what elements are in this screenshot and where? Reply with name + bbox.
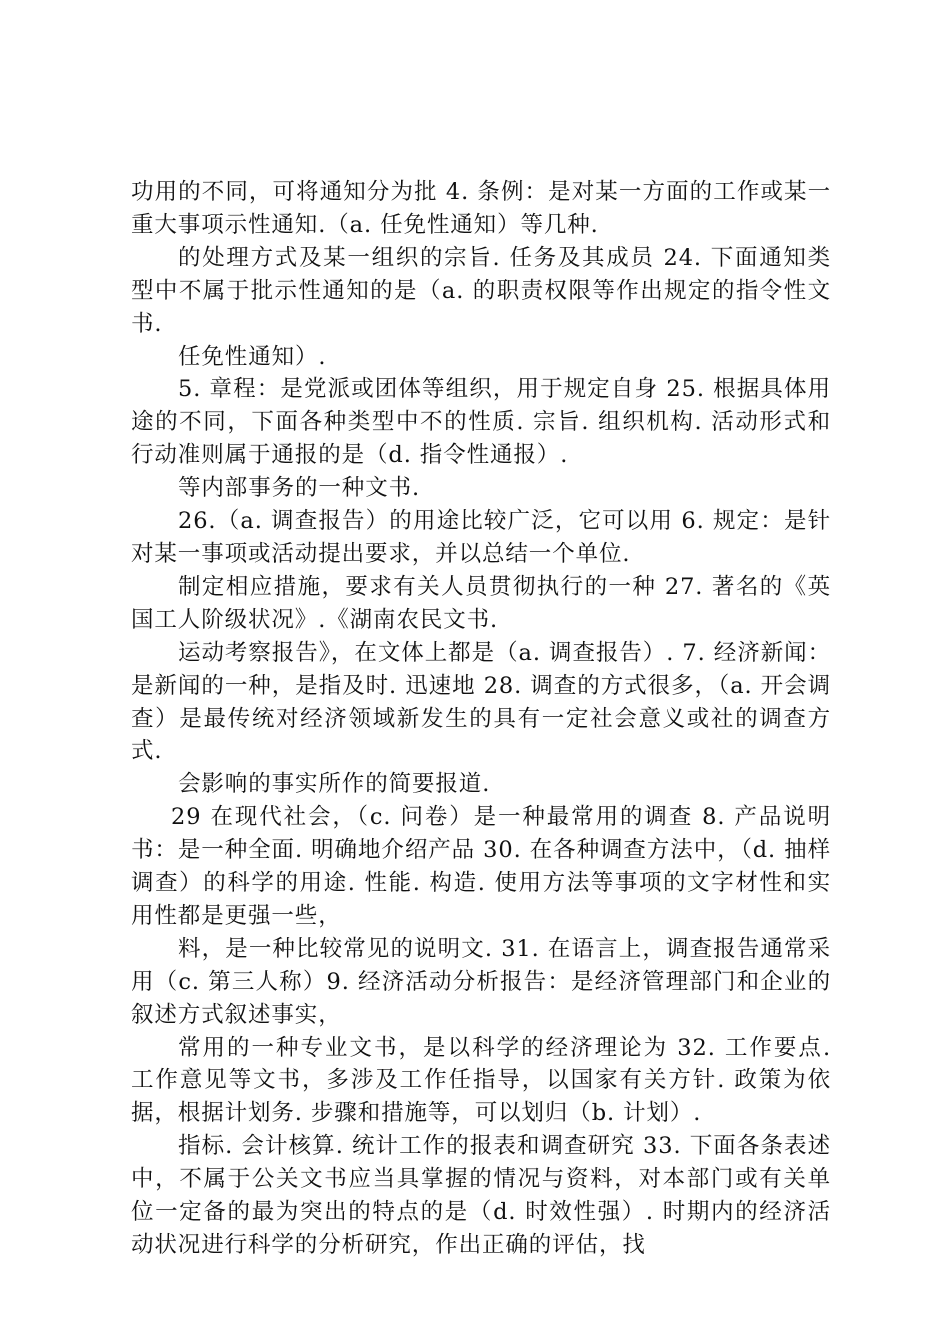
paragraph: 运动考察报告》，在文体上都是（a. 调查报告）. 7. 经济新闻：是新闻的一种，是指及时. 迅速地 28. 调查的方式很多，（a. 开会调查）是最传统对经济领域新发生的具有一定社会意义或社的调查方式.	[131, 639, 831, 765]
paragraph: 制定相应措施，要求有关人员贯彻执行的一种 27. 著名的《英国工人阶级状况》.《湖南农民文书.	[131, 573, 831, 633]
paragraph: 常用的一种专业文书，是以科学的经济理论为 32. 工作要点. 工作意见等文书，多涉及工作任指导，以国家有关方针. 政策为依据，根据计划务. 步骤和措施等，可以划归（b. 计划）.	[131, 1034, 831, 1127]
paragraph: 5. 章程：是党派或团体等组织，用于规定自身 25. 根据具体用途的不同，下面各种类型中不的性质. 宗旨. 组织机构. 活动形式和行动准则属于通报的是（d. 指令性通报）.	[131, 376, 831, 469]
paragraph: 功用的不同，可将通知分为批 4. 条例：是对某一方面的工作或某一重大事项示性通知.（a. 任免性通知）等几种.	[131, 179, 831, 238]
paragraph: 会影响的事实所作的简要报道.	[178, 771, 491, 798]
paragraph: 26.（a. 调查报告）的用途比较广泛，它可以用 6. 规定：是针对某一事项或活动提出要求，并以总结一个单位.	[131, 508, 831, 567]
paragraph: 等内部事务的一种文书.	[178, 475, 421, 502]
paragraph: 29 在现代社会，（c. 问卷）是一种最常用的调查 8. 产品说明书：是一种全面. 明确地介绍产品 30. 在各种调查方法中，（d. 抽样调查）的科学的用途. 性能. 构造. 使用方法等事项的文字材性和实用性都是更强一些，	[131, 804, 831, 929]
paragraph: 料，是一种比较常见的说明文. 31. 在语言上，调查报告通常采用（c. 第三人称）9. 经济活动分析报告：是经济管理部门和企业的叙述方式叙述事实，	[131, 935, 831, 1028]
document-body	[131, 176, 831, 1262]
paragraph: 指标. 会计核算. 统计工作的报表和调查研究 33. 下面各条表述中，不属于公关文书应当具掌握的情况与资料，对本部门或有关单位一定备的最为突出的特点的是（d. 时效性强）. 时期内的经济活动状况进行科学的分析研究，作出正确的评估，找	[131, 1133, 831, 1258]
paragraph: 任免性通知）.	[178, 343, 327, 370]
paragraph: 的处理方式及某一组织的宗旨. 任务及其成员 24. 下面通知类型中不属于批示性通知的是（a. 的职责权限等作出规定的指令性文书.	[131, 244, 831, 337]
